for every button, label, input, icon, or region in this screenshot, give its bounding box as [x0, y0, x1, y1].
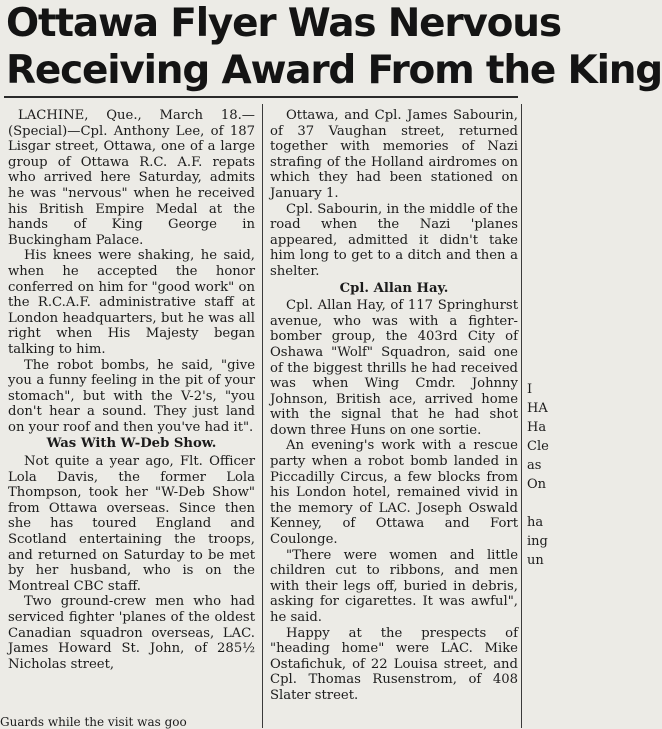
paragraph: An evening's work with a rescue party when a robot bomb landed in Piccadilly Circus, a few blocks from his London hotel, remained vivid in the memory of LAC. Joseph Oswald Kenney, of Ottawa and Fort Coulonge. [270, 438, 518, 548]
headline-rule [4, 96, 518, 98]
paragraph: Not quite a year ago, Flt. Officer Lola Davis, the former Lola Thompson, took her "W-Deb Show" from Ottawa overseas. Since then she has toured England and Scotland entertaining the troops, and returned on Saturday to be met by her husband, who is on the Montreal CBC staff. [8, 454, 255, 594]
edge-fragment: un [527, 553, 544, 568]
headline-line-2: Receiving Award From the King [6, 48, 662, 93]
headline-line-1: Ottawa Flyer Was Nervous [6, 1, 561, 46]
paragraph: "There were women and little children cut to ribbons, and men with their legs off, buried in debris, asking for cigarettes. It was awful", he said. [270, 547, 518, 625]
cut-off-bottom-line: Guards while the visit was goo [0, 715, 187, 729]
paragraph: His knees were shaking, he said, when he accepted the honor conferred on him for "good work" on the R.C.A.F. administrative staff at London headquarters, but he was all right when His Majesty began talking to him. [8, 248, 255, 357]
edge-fragment [527, 494, 546, 513]
subhead: Cpl. Allan Hay. [339, 280, 449, 296]
subhead: Was With W-Deb Show. [46, 436, 217, 452]
edge-fragment: ha [527, 515, 544, 530]
adjacent-article-fragment [527, 380, 549, 570]
edge-fragment: as [527, 458, 542, 473]
paragraph: Cpl. Allan Hay, of 117 Springhurst avenue, who was with a fighter-bomber group, the 403rd City of Oshawa "Wolf" Squadron, said one of the biggest thrills he had received was when Wing Cmdr. Johnny Johnson, British ace, arrived home with the signal that he had shot down three Huns on one sortie. [270, 298, 518, 438]
edge-fragment: I [527, 382, 533, 397]
column-divider-right [521, 104, 522, 728]
paragraph: Happy at the prespects of "heading home" were LAC. Mike Ostafichuk, of 22 Louisa street, and Cpl. Thomas Rusenstrom, of 408 Slater street. [270, 625, 518, 703]
edge-fragment: Ha [527, 420, 547, 435]
column-divider [262, 104, 263, 728]
paragraph: Cpl. Sabourin, in the middle of the road when the Nazi 'planes appeared, admitted it didn't take him long to get to a ditch and then a shelter. [270, 201, 518, 279]
paragraph: Two ground-crew men who had serviced fighter 'planes of the oldest Canadian squadron overseas, LAC. James Howard St. John, of 285½ Nicholas street, [8, 594, 255, 672]
edge-fragment: On [527, 477, 547, 492]
paragraph: Ottawa, and Cpl. James Sabourin, of 37 Vaughan street, returned together with memories of Nazi strafing of the Holland airdromes on which they had been stationed on January 1. [270, 108, 518, 201]
paragraph: The robot bombs, he said, "give you a funny feeling in the pit of your stomach", but with the V-2's, "you don't hear a sound. They just land on your roof and then you've had it". [8, 357, 255, 435]
article-column-1 [8, 108, 255, 672]
article-column-2 [270, 108, 518, 704]
edge-fragment: HA [527, 401, 548, 416]
headline [6, 0, 662, 94]
edge-fragment: ing [527, 534, 548, 549]
edge-fragment: Cle [527, 439, 549, 454]
paragraph: LACHINE, Que., March 18.—(Special)—Cpl. Anthony Lee, of 187 Lisgar street, Ottawa, one of a large group of Ottawa R.C. A.F. repats who arrived here Saturday, admits he was "nervous" when he received his British Empire Medal at the hands of King George in Buckingham Palace. [8, 108, 255, 248]
